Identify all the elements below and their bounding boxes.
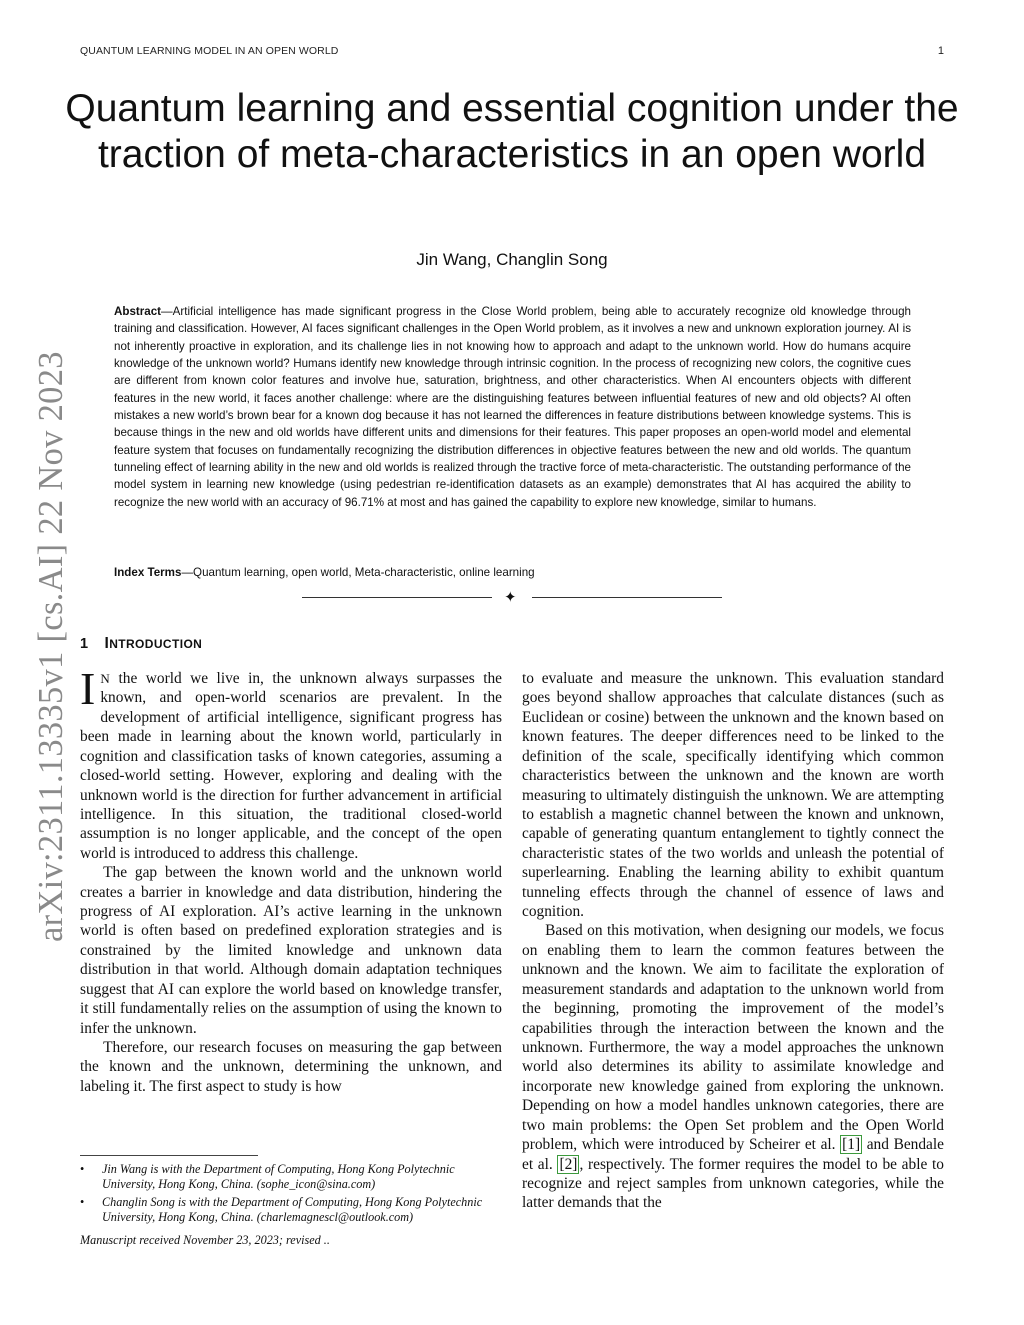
section-title-initial: I — [104, 635, 110, 652]
section-heading — [80, 635, 202, 653]
intro-paragraph-2: The gap between the known world and the unknown world creates a barrier in knowledge and data distribution, hindering the progress of AI exploration. AI’s active learning in the unknown world is often based on predefined exploration strategies and is constrained by the limited knowledge and unknown data distribution in that world. Although domain adaptation techniques suggest that AI can explore the world based on knowledge transfer, it still fundamentally relies on the assumption of using the known to infer the unknown. — [80, 864, 502, 1037]
index-terms — [114, 564, 911, 581]
citation-link-1[interactable]: [1] — [842, 1136, 861, 1154]
dropcap: I — [80, 663, 96, 714]
intro-paragraph-3: Therefore, our research focuses on measuring the gap between the known and the unknown, determining the unknown, and labeling it. The first aspect to study is how — [80, 1039, 502, 1095]
section-title-rest: NTRODUCTION — [109, 637, 203, 651]
bullet-icon: • — [80, 1162, 85, 1176]
footnote-item — [80, 1195, 502, 1226]
divider-line-right — [532, 597, 722, 598]
footnote-text: Changlin Song is with the Department of Computing, Hong Kong Polytechnic University, Hong Kong, China. (charlemagnescl@outlook.com) — [102, 1194, 483, 1225]
bullet-icon: • — [80, 1194, 85, 1209]
footnote-rule — [80, 1155, 258, 1156]
intro-paragraph-4-text-b: and Bendale et al. — [522, 1136, 944, 1173]
divider-star-icon: ✦ — [504, 588, 517, 606]
footnotes — [80, 1160, 502, 1226]
index-terms-label: Index Terms — [114, 566, 182, 579]
footnote-item — [80, 1162, 502, 1193]
running-header-title: QUANTUM LEARNING MODEL IN AN OPEN WORLD — [80, 45, 339, 57]
page-number: 1 — [937, 45, 944, 57]
intro-paragraph-1-text: the world we live in, the unknown always surpasses the known, and open-world scenarios are prevalent. In the development of artificial intelligence, significant progress has been made in learning about the known world, particularly in cognition and classification tasks of known categories, assuming a closed-world setting. However, exploring and dealing with the unknown world is the direction for further advancement in artificial intelligence. In this situation, the traditional closed-world assumption is no longer applicable, and the concept of the open world is introduced to address this challenge. — [80, 670, 502, 862]
intro-paragraph-1 — [80, 663, 502, 863]
abstract-text: —Artificial intelligence has made significant progress in the Close World problem, being able to accurately recognize old knowledge through training and classification. However, AI faces significant challenges in the Open World problem, as it involves a new and unknown exploration journey. AI is not inherently proactive in exploration, and its challenge lies in not knowing how to approach and adapt to the unknown world. How do humans acquire knowledge of the unknown world? Humans identify new knowledge through intrinsic cognition. In the process of recognizing new colors, the cognitive cues are different from known color features and involve hue, saturation, brightness, and other characteristics. When AI encounters objects with different features in the new world, it faces another challenge: where are the distinguishing features between influential features of new and old objects? AI often mistakes a new world’s brown bear for a known dog because it has not learned the differences in feature distributions between knowledge systems. This is because things in the new and old worlds have different units and dimensions for their features. This paper proposes an open-world model and elemental feature system that focuses on fundamentally recognizing the distribution differences in objective features between the new and old worlds. The quantum tunneling effect of learning ability in the new and old worlds is realized through the tractive force of meta-characteristic. The outstanding performance of the model system in learning new knowledge (using pedestrian re-identification datasets as an example) demonstrates that AI has acquired the ability to recognize the new world with an accuracy of 96.71% at most and has gained the capability to explore new knowledge, similar to humans. — [114, 305, 911, 509]
abstract — [114, 303, 911, 511]
abstract-label: Abstract — [114, 305, 162, 318]
left-column — [80, 663, 502, 1096]
paper-title: Quantum learning and essential cognition under the traction of meta-characteristics in an open world — [65, 87, 959, 176]
intro-paragraph-3-continued: to evaluate and measure the unknown. This evaluation standard goes beyond shallow approaches that calculate distances (such as Euclidean or cosine) between the unknown and the known based on known features. The deeper differences need to be linked to the definition of the scale, specifically identifying which common characteristics between the unknown and the known are worth measuring to ultimately distinguish the unknown. We are attempting to establish a magnetic channel between the known and unknown, capable of generating quantum entanglement to tightly connect the characteristic states of the two worlds and unleash the potential of superlearning. Enabling the learning ability to exhibit quantum tunneling effects through the channel of essence of laws and cognition. — [522, 670, 944, 921]
intro-paragraph-4-text-c: , respectively. The former requires the model to be able to recognize and reject samples from unknown categories, while the latter demands that the — [522, 1155, 944, 1212]
paper-authors: Jin Wang, Changlin Song — [416, 250, 608, 269]
index-terms-text: —Quantum learning, open world, Meta-characteristic, online learning — [181, 566, 535, 579]
manuscript-note: Manuscript received November 23, 2023; revised .. — [80, 1233, 330, 1247]
arxiv-stamp: arXiv:2311.13335v1 [cs.AI] 22 Nov 2023 — [32, 351, 70, 942]
right-column — [522, 669, 944, 1213]
citation-link-2[interactable]: [2] — [559, 1155, 578, 1173]
intro-smallcaps: N — [100, 671, 111, 686]
intro-paragraph-4 — [522, 921, 944, 1212]
divider-line-left — [302, 597, 492, 598]
footnote-text: Jin Wang is with the Department of Computing, Hong Kong Polytechnic University, Hong Kong, China. (sophe_icon@sina.com) — [102, 1162, 455, 1192]
section-divider — [302, 590, 722, 606]
intro-paragraph-4-text-a: Based on this motivation, when designing our models, we focus on enabling them to learn the common features between the unknown and the known. We aim to facilitate the exploration of measurement standards and adaptation to the unknown world from the beginning, promoting the improvement of the model’s capabilities through the interaction between the known and the unknown. Furthermore, the way a model approaches the unknown world also determines its ability to assimilate knowledge and incorporate new knowledge gained from exploring the unknown. Depending on how a model handles unknown categories, there are two main problems: the Open Set problem and the Open World problem, which were introduced by Scheirer et al. — [522, 922, 944, 1154]
section-number: 1 — [80, 636, 89, 652]
